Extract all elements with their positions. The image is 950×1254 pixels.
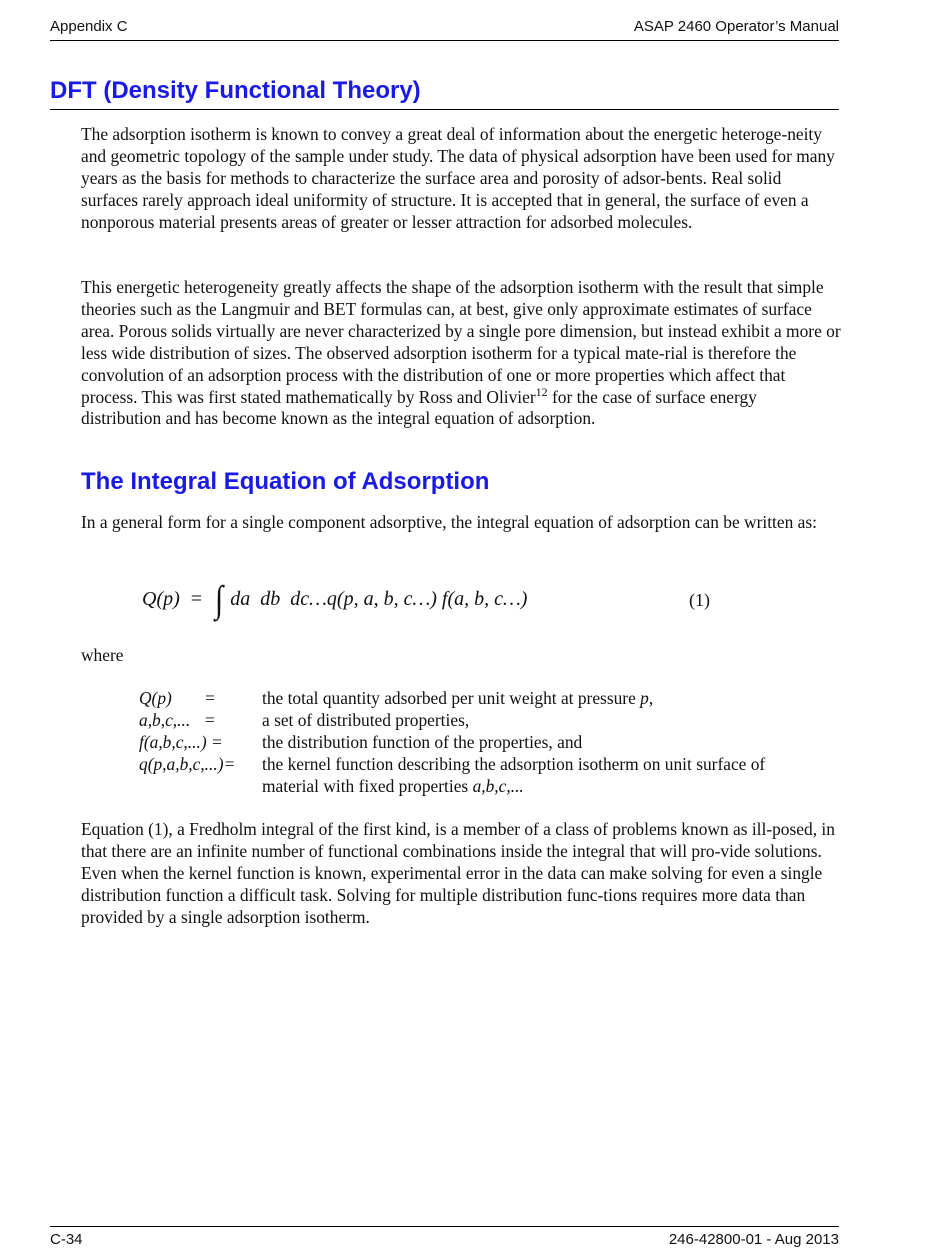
- definition-variable: p: [640, 688, 649, 708]
- definition-term: q(p,a,b,c,...)=: [139, 753, 236, 774]
- paragraph-intro: The adsorption isotherm is known to convey a great deal of information about the energetic heteroge-neity and geometric topology of the sample under study. The data of physical adsorption have been used for many years as the basis for methods to characterize the surface area and porosity of adsor-bents. Real solid surfaces rarely approach ideal uniformity of structure. It is accepted that in general, the surface of even a nonporous material presents areas of greater or lesser attraction for adsorbed molecules.: [81, 124, 835, 232]
- definition-term: f(a,b,c,...) =: [139, 731, 223, 752]
- definition-text: the total quantity adsorbed per unit weight at pressure: [262, 688, 641, 708]
- integral-equation: [142, 578, 528, 620]
- definition-variable: a,b,c,...: [472, 775, 524, 796]
- definition-description: [262, 754, 819, 798]
- definition-description: a set of distributed properties,: [262, 709, 470, 730]
- subsection-title: The Integral Equation of Adsorption: [81, 468, 490, 495]
- definition-term: a,b,c,...: [139, 709, 191, 730]
- paragraph-fredholm: Equation (1), a Fredholm integral of the first kind, is a member of a class of problems known as ill-posed, in that there are an infinite number of functional combinations inside the integral that will pro-vide solutions. Even when the kernel function is known, experimental error in the data can make solving for even a single distribution function a difficult task. Solving for multiple distribution func-tions requires more data than provided by a single adsorption isotherm.: [81, 819, 835, 927]
- equation-equals: =: [190, 588, 203, 610]
- equation-number: (1): [689, 590, 710, 610]
- integral-sign: ∫: [215, 578, 224, 620]
- page-number: C-34: [50, 1231, 83, 1248]
- reference-superscript: 12: [535, 384, 548, 399]
- definition-description: the distribution function of the properties, and: [262, 731, 583, 752]
- paragraph-heterogeneity: [81, 277, 841, 430]
- definition-description: [262, 688, 819, 710]
- page-footer: [50, 1226, 839, 1251]
- equation-rhs: da db dc…q(p, a, b, c…) f(a, b, c…): [230, 588, 528, 610]
- definition-row: [139, 754, 819, 798]
- definitions-list: [139, 688, 819, 798]
- definition-equals: =: [205, 688, 215, 708]
- paragraph-heterogeneity-tail: for the case of surface energy distribution and has become known as the integral equation of adsorption.: [81, 386, 757, 429]
- definition-text: the kernel function describing the adsorption isotherm on unit surface of material with fixed properties: [262, 753, 766, 796]
- paragraph-heterogeneity-text: This energetic heterogeneity greatly affects the shape of the adsorption isotherm with the result that simple theories such as the Langmuir and BET formulas can, at best, give only approximate estimates of surface area. Porous solids virtually are never characterized by a single pore dimension, but instead exhibit a more or less wide distribution of sizes. The observed adsorption isotherm for a typical mate-rial is therefore the convolution of an adsorption process with the distribution of one or more properties which affect that process. This was first stated mathematically by Ross and Olivier: [81, 277, 841, 407]
- definition-row: [139, 732, 819, 754]
- section-title: DFT (Density Functional Theory): [50, 76, 839, 110]
- document-number: 246-42800-01 - Aug 2013: [668, 1231, 839, 1248]
- header-left: Appendix C: [50, 18, 128, 35]
- definition-term: Q(p): [139, 688, 172, 708]
- equation-lhs: Q(p): [142, 588, 180, 610]
- definition-end: ,: [648, 688, 654, 708]
- definition-row: [139, 688, 819, 710]
- definition-row: [139, 710, 819, 732]
- page-header: [50, 18, 839, 41]
- where-label: where: [81, 645, 124, 665]
- paragraph-general-form: In a general form for a single component adsorptive, the integral equation of adsorption can be written as:: [81, 512, 817, 532]
- definition-equals: =: [205, 709, 215, 730]
- header-right: ASAP 2460 Operator’s Manual: [633, 18, 839, 35]
